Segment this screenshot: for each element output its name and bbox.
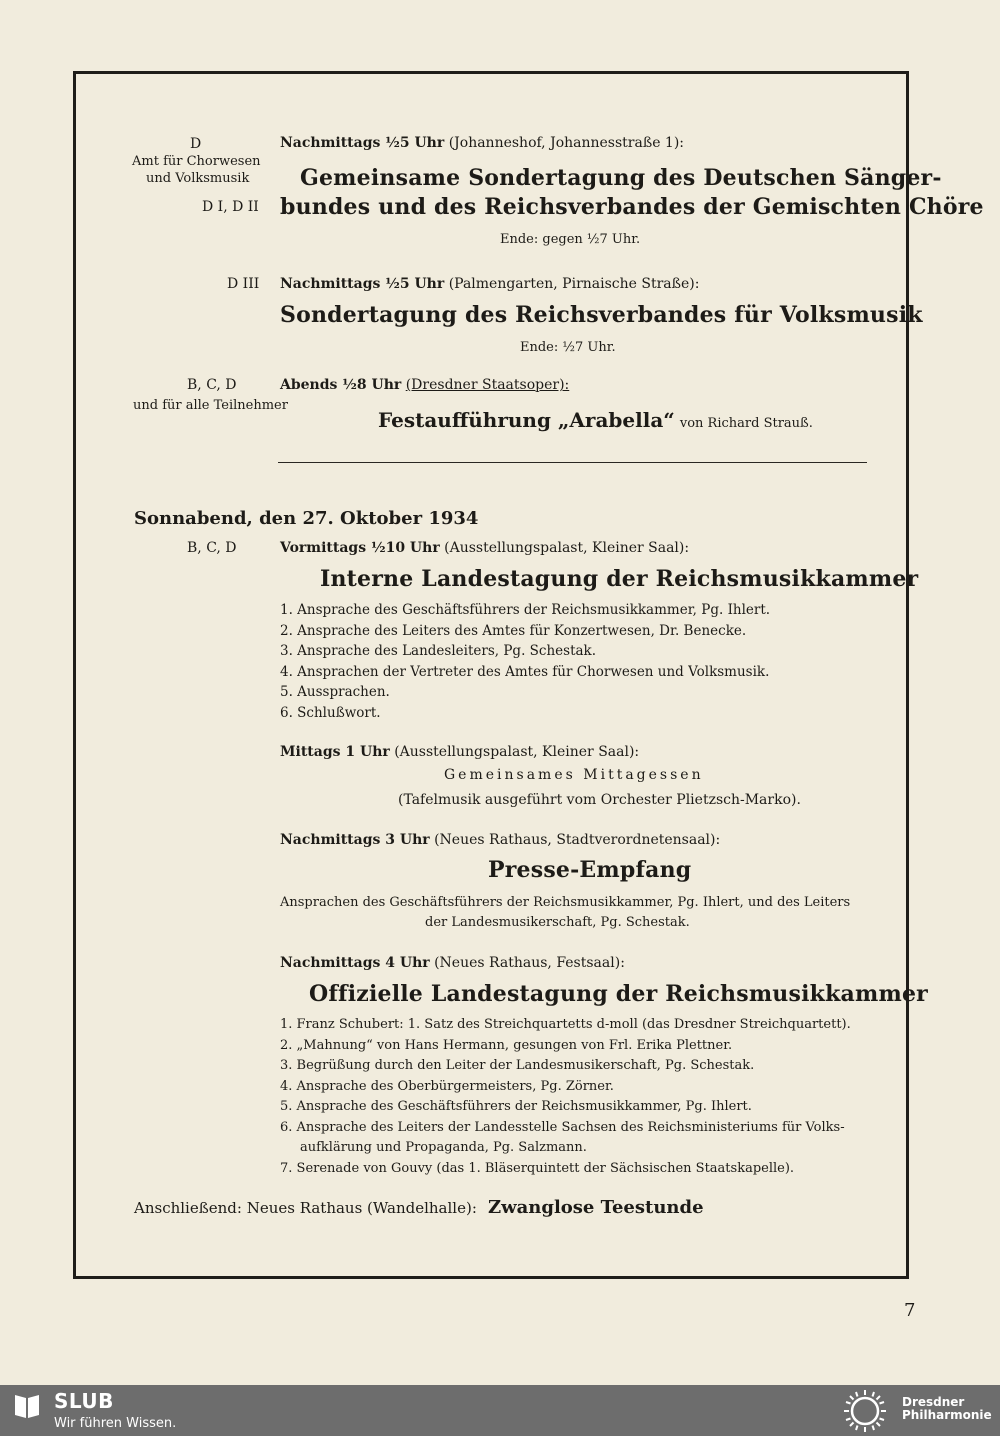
closing-line [134,1197,704,1218]
list-item: 2. „Mahnung“ von Hans Hermann, gesungen von Frl. Erika Plettner. [280,1037,733,1053]
list-item: 7. Serenade von Gouvy (das 1. Bläserquintett der Sächsischen Staatskapelle). [280,1160,795,1176]
list-item: 1. Ansprache des Geschäftsführers der Reichsmusikkammer, Pg. Ihlert. [280,602,771,618]
block4-time: Vormittags ½10 Uhr [280,540,440,556]
block5-time-line [280,744,639,760]
list-item: 4. Ansprache des Oberbürgermeisters, Pg. Zörner. [280,1078,614,1094]
block5-time: Mittags 1 Uhr [280,744,390,760]
block1-end: Ende: gegen ½7 Uhr. [500,232,641,247]
block5-title: Gemeinsames Mittagessen [444,767,704,783]
list-item: 1. Franz Schubert: 1. Satz des Streichquartetts d-moll (das Dresdner Streichquartett). [280,1017,851,1032]
block3-time-line [280,377,569,393]
block6-text-2: der Landesmusikerschaft, Pg. Schestak. [425,915,690,930]
slub-title: SLUB [54,1389,114,1413]
block7-list [280,1015,851,1179]
block5-note: (Tafelmusik ausgeführt vom Orchester Plietzsch-Marko). [398,792,801,808]
slub-book-icon [12,1391,42,1421]
block3-title: Festaufführung „Arabella“ [378,408,675,432]
page-number: 7 [904,1300,916,1321]
block4-list [280,600,770,723]
side-label-amt-1: Amt für Chorwesen [132,154,261,169]
list-item: 3. Begrüßung durch den Leiter der Landesmusikerschaft, Pg. Schestak. [280,1058,755,1073]
block1-time: Nachmittags ½5 Uhr [280,135,445,151]
list-item: 2. Ansprache des Leiters des Amtes für Konzertwesen, Dr. Benecke. [280,622,747,639]
side-label-alle: und für alle Teilnehmer [133,398,288,413]
list-item: 4. Ansprachen der Vertreter des Amtes für Chorwesen und Volksmusik. [280,663,770,680]
block4-time-line [280,540,689,556]
list-item: 5. Ansprache des Geschäftsführers der Reichsmusikkammer, Pg. Ihlert. [280,1099,752,1114]
block2-title: Sondertagung des Reichsverbandes für Volksmusik [280,302,923,328]
closing-title: Zwanglose Teestunde [487,1197,704,1218]
block7-time-line [280,955,625,971]
list-item: aufklärung und Propaganda, Pg. Salzmann. [300,1140,587,1155]
block6-text-1: Ansprachen des Geschäftsführers der Reichsmusikkammer, Pg. Ihlert, und des Leiters [280,895,851,910]
philharmonie-line-2: Philharmonie [902,1408,992,1422]
footer-bar [0,1385,1000,1436]
block6-time: Nachmittags 3 Uhr [280,832,430,848]
block6-place: (Neues Rathaus, Stadtverordnetensaal): [434,832,721,848]
block5-place: (Ausstellungspalast, Kleiner Saal): [394,744,640,760]
block3-place: (Dresdner Staatsoper): [405,377,570,393]
block6-time-line [280,832,720,848]
side-label-bcd-1: B, C, D [187,377,237,393]
day-heading: Sonnabend, den 27. Oktober 1934 [134,508,479,529]
side-label-bcd-2: B, C, D [187,540,237,556]
list-item: 5. Aussprachen. [280,684,390,700]
block3-title-line [378,408,813,432]
side-label-d: D [190,136,202,152]
block2-end: Ende: ½7 Uhr. [520,340,616,355]
block1-title-2: bundes und des Reichsverbandes der Gemischten Chöre [280,194,984,220]
philharmonie-logo-icon [843,1389,887,1433]
block1-time-line [280,135,684,151]
philharmonie-text [902,1396,992,1422]
philharmonie-line-1: Dresdner [902,1395,965,1409]
block1-place: (Johanneshof, Johannesstraße 1): [448,135,685,151]
block4-title: Interne Landestagung der Reichsmusikkammer [320,566,919,592]
side-label-d3: D III [227,276,260,292]
slub-subtitle: Wir führen Wissen. [54,1416,177,1431]
block7-title: Offizielle Landestagung der Reichsmusikkammer [309,981,928,1007]
side-label-d1d2: D I, D II [202,199,259,215]
block7-place: (Neues Rathaus, Festsaal): [434,955,625,971]
side-label-amt-2: und Volksmusik [146,171,250,186]
list-item: 6. Schlußwort. [280,704,381,721]
block7-time: Nachmittags 4 Uhr [280,955,430,971]
block3-time: Abends ½8 Uhr [280,377,402,393]
block2-time-line [280,276,699,292]
block1-title-1: Gemeinsame Sondertagung des Deutschen Sänger- [300,165,942,191]
block6-title: Presse-Empfang [488,857,692,883]
closing-text: Anschließend: Neues Rathaus (Wandelhalle): [134,1199,477,1217]
list-item: 6. Ansprache des Leiters der Landesstelle Sachsen des Reichsministeriums für Volks- [280,1119,845,1135]
block2-time: Nachmittags ½5 Uhr [280,276,445,292]
section-divider [278,462,867,463]
block2-place: (Palmengarten, Pirnaische Straße): [448,276,700,292]
block3-composer: von Richard Strauß. [679,416,813,431]
block4-place: (Ausstellungspalast, Kleiner Saal): [444,540,690,556]
list-item: 3. Ansprache des Landesleiters, Pg. Schestak. [280,643,597,659]
